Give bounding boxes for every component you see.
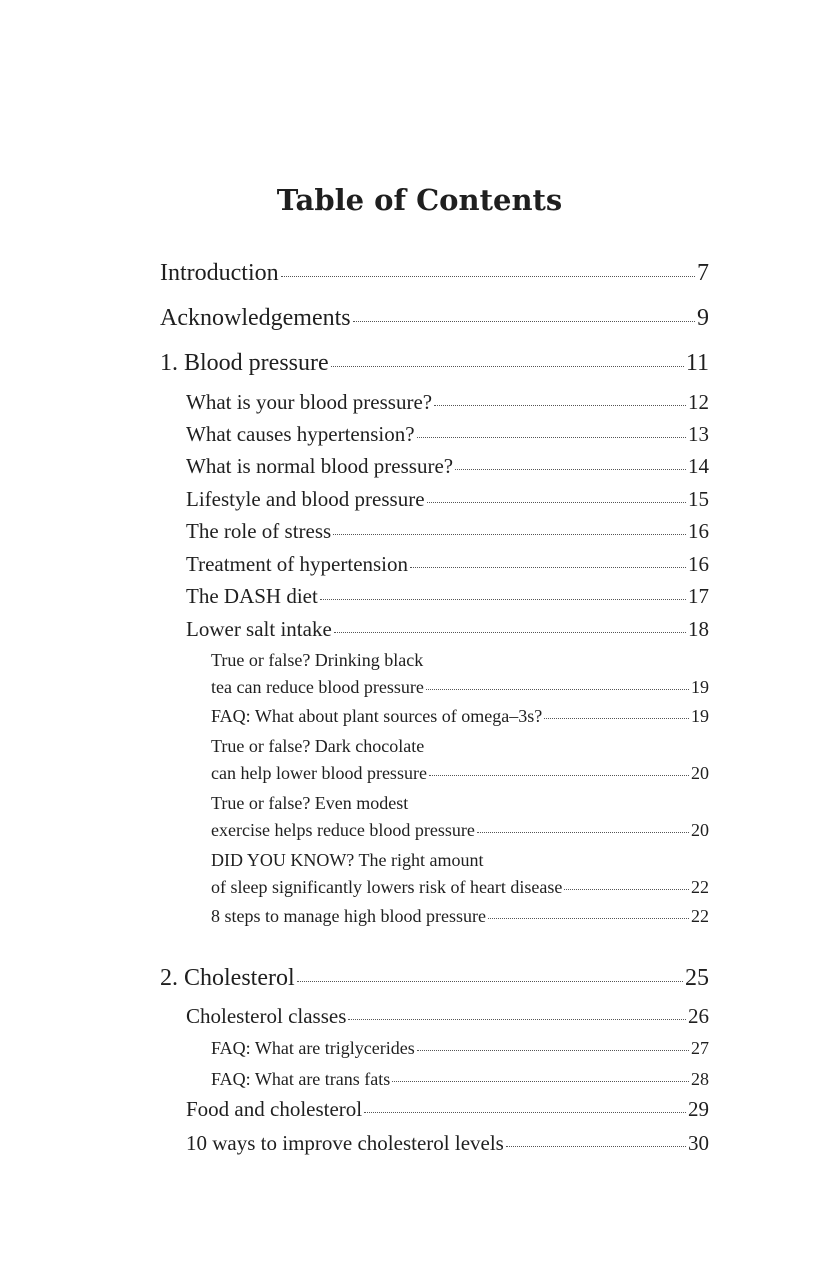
toc-entry (211, 706, 709, 727)
toc-entry (186, 519, 709, 544)
toc-page-number: 15 (688, 487, 709, 511)
toc-entry-label: Lifestyle and blood pressure (186, 487, 425, 511)
toc-page-number: 16 (688, 519, 709, 543)
toc-entry (186, 1131, 709, 1156)
toc-page-number: 20 (691, 763, 709, 783)
toc-entry-first-line: True or false? Dark chocolate (211, 736, 425, 756)
toc-entry-introduction (160, 260, 709, 287)
toc-entry (211, 1038, 709, 1059)
toc-entry-label: 10 ways to improve cholesterol levels (186, 1131, 504, 1155)
toc-entry (211, 1069, 709, 1090)
toc-page-number: 11 (685, 350, 709, 376)
toc-entry-label: of sleep significantly lowers risk of heart disease (211, 877, 563, 897)
dot-leader (392, 1081, 689, 1082)
toc-entry-chapter-2 (160, 965, 709, 992)
toc-entry (186, 1004, 709, 1029)
toc-entry (186, 1097, 709, 1122)
dot-leader (353, 321, 695, 322)
toc-entry-first-line: True or false? Drinking black (211, 650, 424, 670)
toc-page-number: 26 (688, 1004, 709, 1028)
toc-page-number: 14 (688, 454, 709, 478)
toc-entry-label: FAQ: What about plant sources of omega–3s? (211, 706, 543, 726)
page-title: Table of Contents (276, 183, 563, 217)
toc-entry (211, 820, 709, 841)
dot-leader (334, 632, 686, 633)
dot-leader (477, 832, 689, 833)
toc-entry (186, 552, 709, 577)
toc-entry-first-line: True or false? Even modest (211, 793, 409, 813)
toc-entry-label: 2. Cholesterol (160, 965, 295, 991)
toc-entry-label: Cholesterol classes (186, 1004, 347, 1028)
toc-page-number: 9 (697, 305, 709, 331)
toc-entry-first-line: DID YOU KNOW? The right amount (211, 850, 484, 870)
toc-entry-label: What is your blood pressure? (186, 390, 433, 414)
toc-entry-label: 8 steps to manage high blood pressure (211, 906, 486, 926)
toc-entry-label: tea can reduce blood pressure (211, 677, 424, 697)
toc-entry-label: The DASH diet (186, 584, 318, 608)
toc-entry-label: Introduction (160, 260, 279, 286)
toc-page-number: 30 (688, 1131, 709, 1155)
toc-entry-label: Treatment of hypertension (186, 552, 409, 576)
toc-page-number: 7 (697, 260, 709, 286)
dot-leader (417, 437, 686, 438)
dot-leader (281, 276, 695, 277)
toc-page-number: 19 (691, 677, 709, 697)
dot-leader (417, 1050, 689, 1051)
dot-leader (364, 1112, 686, 1113)
toc-entry (186, 454, 709, 479)
toc-page-number: 19 (691, 706, 709, 726)
toc-entry (211, 877, 709, 898)
toc-entry (211, 763, 709, 784)
toc-entry-label: exercise helps reduce blood pressure (211, 820, 475, 840)
toc-page-number: 16 (688, 552, 709, 576)
toc-entry-label: 1. Blood pressure (160, 350, 329, 376)
toc-entry-label: can help lower blood pressure (211, 763, 427, 783)
toc-entry-label: Acknowledgements (160, 305, 351, 331)
dot-leader (434, 405, 686, 406)
toc-page-number: 17 (688, 584, 709, 608)
dot-leader (426, 689, 689, 690)
toc-entry (186, 390, 709, 415)
toc-page-number: 25 (685, 965, 709, 991)
toc-entry-label: The role of stress (186, 519, 332, 543)
toc-entry (211, 677, 709, 698)
toc-page-number: 28 (691, 1069, 709, 1089)
toc-entry (186, 584, 709, 609)
toc-entry-label: What causes hypertension? (186, 422, 415, 446)
toc-entry-chapter-1 (160, 350, 709, 377)
toc-entry-label: Food and cholesterol (186, 1097, 363, 1121)
toc-entry (186, 422, 709, 447)
dot-leader (429, 775, 689, 776)
toc-entry-label: Lower salt intake (186, 617, 332, 641)
toc-page-number: 29 (688, 1097, 709, 1121)
dot-leader (506, 1146, 686, 1147)
dot-leader (348, 1019, 686, 1020)
toc-entry (186, 487, 709, 512)
toc-page-number: 12 (688, 390, 709, 414)
dot-leader (544, 718, 689, 719)
toc-page-number: 18 (688, 617, 709, 641)
toc-entry-label: FAQ: What are trans fats (211, 1069, 391, 1089)
toc-entry (186, 617, 709, 642)
dot-leader (410, 567, 686, 568)
dot-leader (455, 469, 686, 470)
dot-leader (564, 889, 689, 890)
dot-leader (320, 599, 686, 600)
dot-leader (333, 534, 686, 535)
toc-page-number: 20 (691, 820, 709, 840)
toc-entry-label: What is normal blood pressure? (186, 454, 454, 478)
toc-entry-label: FAQ: What are triglycerides (211, 1038, 415, 1058)
dot-leader (297, 981, 683, 982)
toc-page-number: 13 (688, 422, 709, 446)
dot-leader (488, 918, 689, 919)
dot-leader (427, 502, 686, 503)
toc-page-number: 22 (691, 877, 709, 897)
toc-entry-acknowledgements (160, 305, 709, 332)
dot-leader (331, 366, 684, 367)
toc-entry (211, 906, 709, 927)
toc-page-number: 27 (691, 1038, 709, 1058)
toc-page-number: 22 (691, 906, 709, 926)
